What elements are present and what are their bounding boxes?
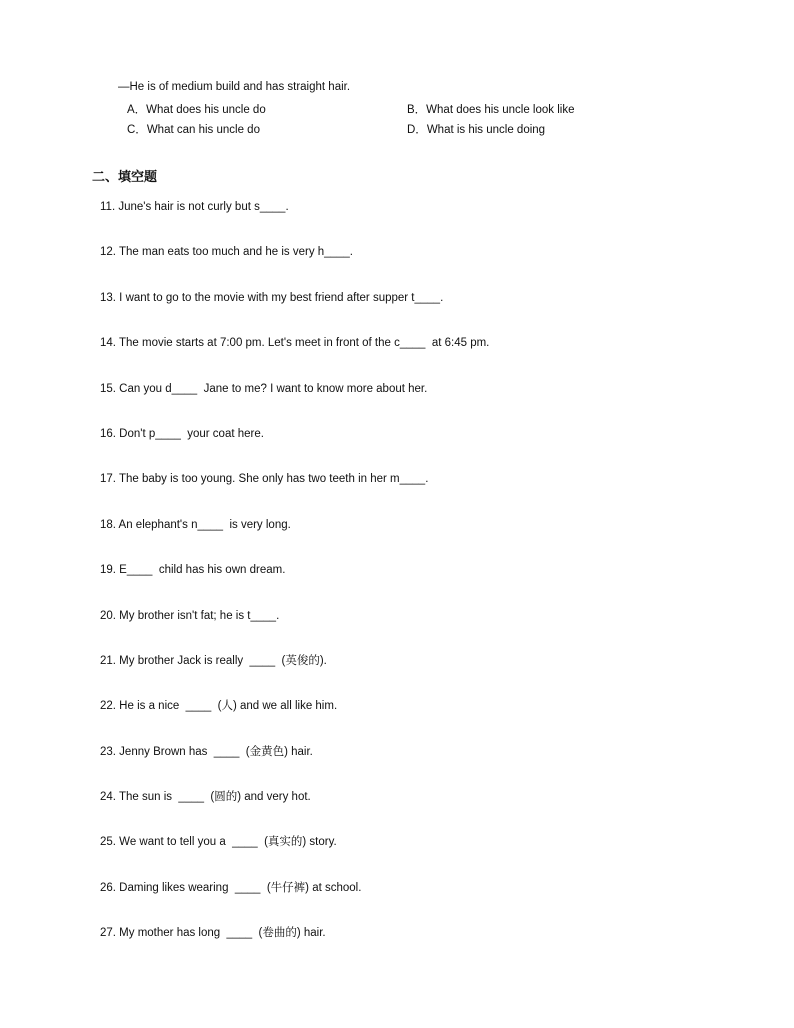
option-d[interactable] — [407, 122, 545, 138]
option-c-key: C． — [127, 124, 147, 136]
fill-in-question-list — [100, 199, 489, 971]
option-b-text: What does his uncle look like — [426, 104, 575, 116]
question-19: 19. E____ child has his own dream. — [100, 564, 286, 577]
option-d-text: What is his uncle doing — [426, 124, 546, 136]
question-18: 18. An elephant's n____ is very long. — [100, 518, 291, 531]
question-21: 21. My brother Jack is really ____ (英俊的). — [100, 654, 327, 667]
option-b-key: B． — [407, 104, 427, 116]
question-25: 25. We want to tell you a ____ (真实的) story. — [100, 836, 337, 849]
question-20: 20. My brother isn't fat; he is t____. — [100, 609, 280, 622]
option-d-key: D． — [407, 124, 427, 136]
question-17: 17. The baby is too young. She only has two teeth in her m____. — [100, 473, 429, 486]
option-a-key: A． — [127, 104, 147, 116]
option-b[interactable] — [407, 102, 574, 118]
question-26: 26. Daming likes wearing ____ (牛仔裤) at school. — [100, 881, 362, 894]
question-15: 15. Can you d____ Jane to me? I want to know more about her. — [100, 382, 428, 395]
option-c[interactable] — [127, 122, 260, 138]
section-heading: 二、填空题 — [92, 170, 158, 185]
question-10-answer-line: —He is of medium build and has straight hair. — [118, 81, 351, 93]
question-24: 24. The sun is ____ (圆的) and very hot. — [100, 791, 311, 804]
option-a-text: What does his uncle do — [146, 104, 266, 116]
question-12: 12. The man eats too much and he is very h____. — [100, 246, 353, 259]
question-11: 11. June's hair is not curly but s____. — [100, 201, 289, 213]
question-13: 13. I want to go to the movie with my best friend after supper t____. — [100, 291, 444, 304]
option-c-text: What can his uncle do — [146, 124, 260, 136]
question-22: 22. He is a nice ____ (人) and we all like him. — [100, 700, 338, 713]
question-23: 23. Jenny Brown has ____ (金黄色) hair. — [100, 745, 313, 758]
question-27: 27. My mother has long ____ (卷曲的) hair. — [100, 927, 326, 940]
question-16: 16. Don't p____ your coat here. — [100, 427, 264, 440]
question-14: 14. The movie starts at 7:00 pm. Let's meet in front of the c____ at 6:45 pm. — [100, 337, 490, 350]
option-a[interactable] — [127, 102, 266, 118]
